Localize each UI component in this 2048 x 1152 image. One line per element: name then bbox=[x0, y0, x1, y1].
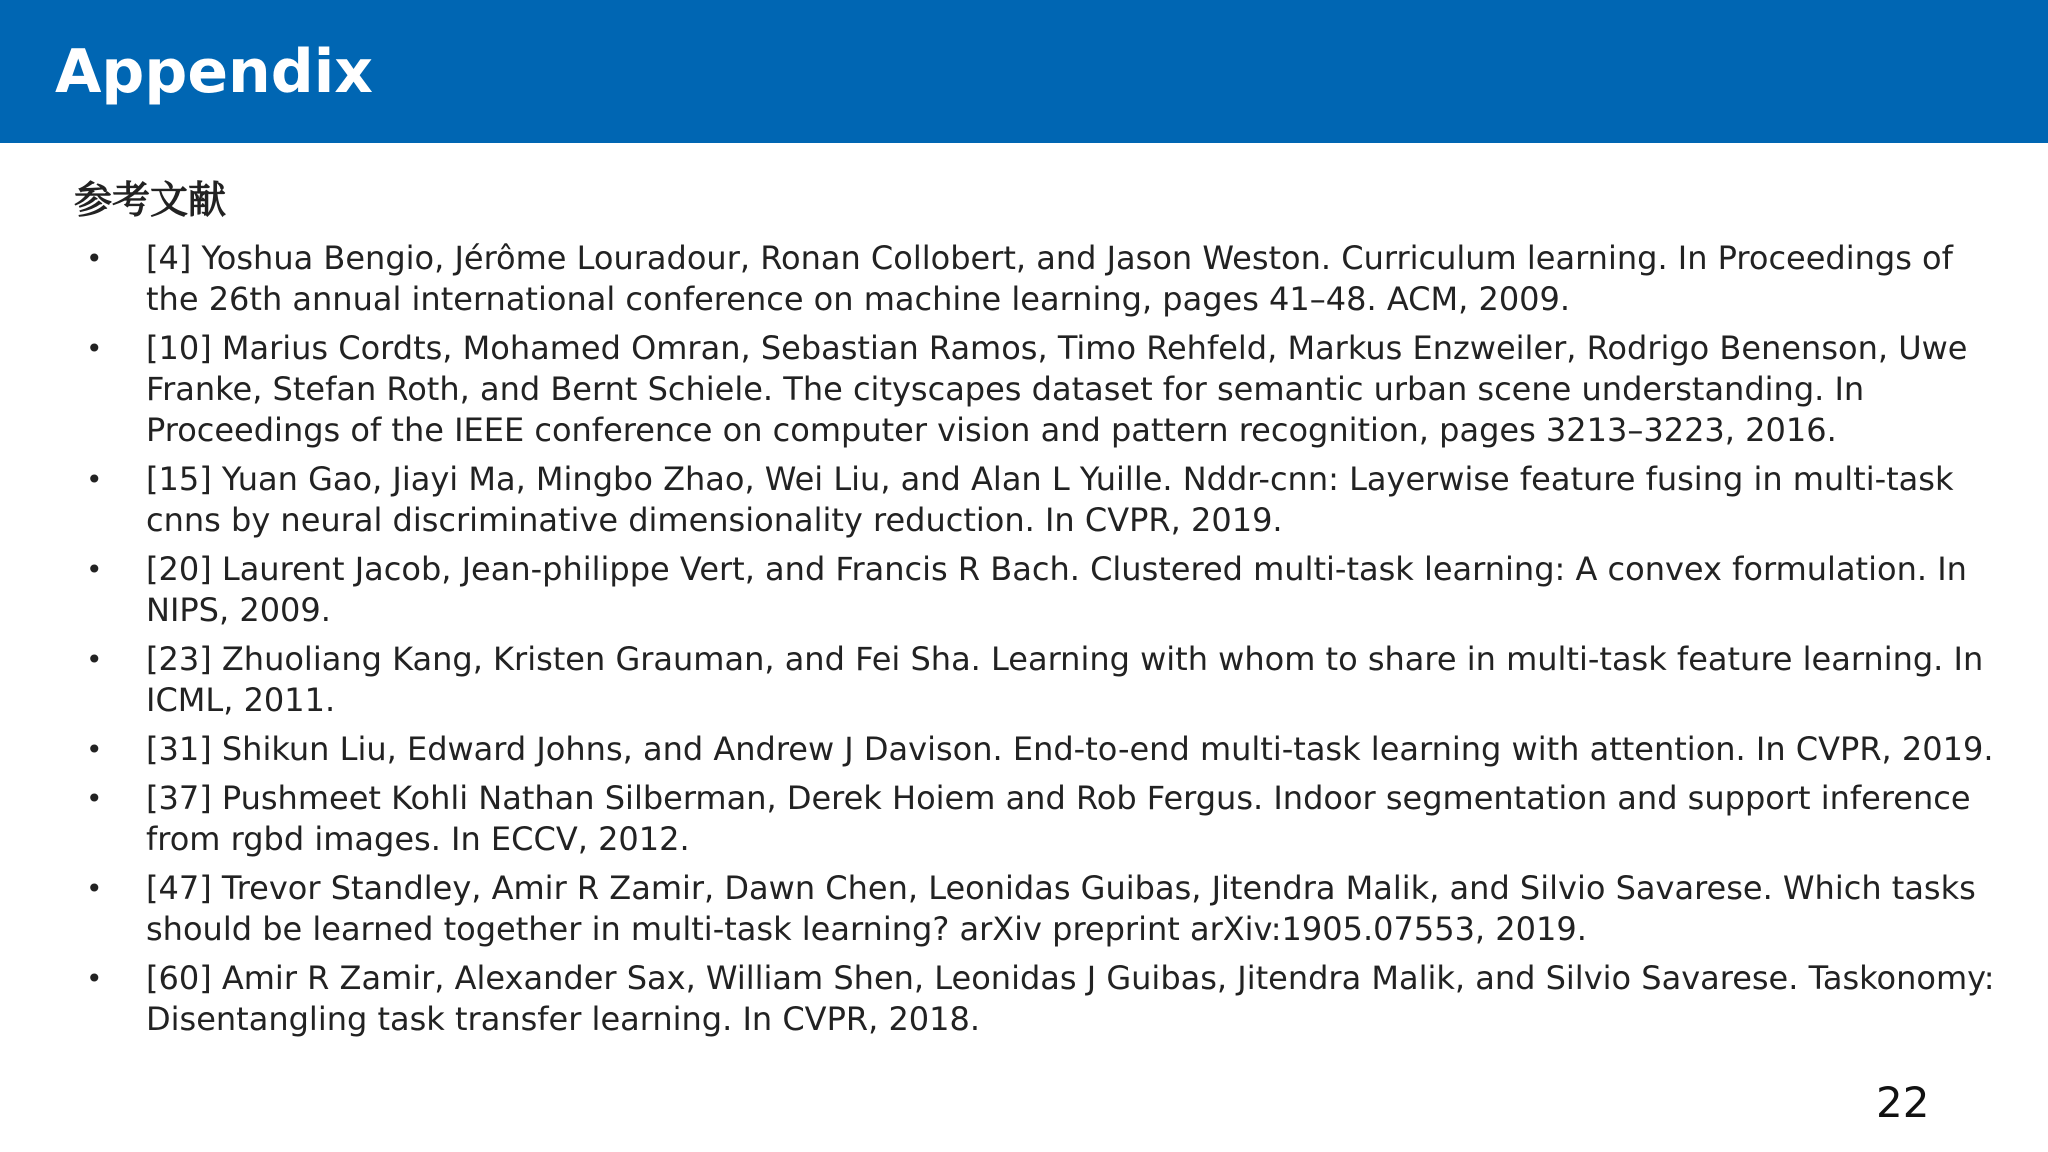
reference-text: [47] Trevor Standley, Amir R Zamir, Dawn Chen, Leonidas Guibas, Jitendra Malik, and Silvio Savarese. Which tasks should be learned together in multi-task learning? arXiv preprint arXiv:1905.07553, 2019. bbox=[146, 869, 1976, 948]
bullet-icon: • bbox=[86, 332, 103, 365]
reference-item bbox=[0, 639, 1996, 721]
reference-text: [20] Laurent Jacob, Jean-philippe Vert, and Francis R Bach. Clustered multi-task learning: A convex formulation. In NIPS, 2009. bbox=[146, 550, 1967, 629]
reference-text: [4] Yoshua Bengio, Jérôme Louradour, Ronan Collobert, and Jason Weston. Curriculum learning. In Proceedings of the 26th annual international conference on machine learning, pages 41–48. ACM, 2009. bbox=[146, 239, 1953, 318]
reference-item bbox=[0, 778, 1996, 860]
reference-item bbox=[0, 238, 1996, 320]
header-bar bbox=[0, 0, 2048, 143]
reference-text: [15] Yuan Gao, Jiayi Ma, Mingbo Zhao, Wei Liu, and Alan L Yuille. Nddr-cnn: Layerwise feature fusing in multi-task cnns by neural discriminative dimensionality reduction. In CVPR, 2019. bbox=[146, 460, 1954, 539]
bullet-icon: • bbox=[86, 872, 103, 905]
bullet-icon: • bbox=[86, 463, 103, 496]
reference-text: [10] Marius Cordts, Mohamed Omran, Sebastian Ramos, Timo Rehfeld, Markus Enzweiler, Rodrigo Benenson, Uwe Franke, Stefan Roth, and Bernt Schiele. The cityscapes dataset for semantic urban scene understanding. In Proceedings of the IEEE conference on computer vision and pattern recognition, pages 3213–3223, 2016. bbox=[146, 329, 1968, 449]
reference-item bbox=[0, 868, 1996, 950]
reference-text: [23] Zhuoliang Kang, Kristen Grauman, and Fei Sha. Learning with whom to share in multi-task feature learning. In ICML, 2011. bbox=[146, 640, 1984, 719]
reference-item bbox=[0, 328, 1996, 451]
reference-item bbox=[0, 729, 1996, 770]
reference-text: [60] Amir R Zamir, Alexander Sax, William Shen, Leonidas J Guibas, Jitendra Malik, and Silvio Savarese. Taskonomy: Disentangling task transfer learning. In CVPR, 2018. bbox=[146, 959, 1995, 1038]
bullet-icon: • bbox=[86, 733, 103, 766]
reference-item bbox=[0, 549, 1996, 631]
references-heading: 参考文献 bbox=[74, 178, 227, 222]
page-title: Appendix bbox=[55, 37, 373, 107]
bullet-icon: • bbox=[86, 643, 103, 676]
reference-text: [37] Pushmeet Kohli Nathan Silberman, Derek Hoiem and Rob Fergus. Indoor segmentation and support inference from rgbd images. In ECCV, 2012. bbox=[146, 779, 1971, 858]
bullet-icon: • bbox=[86, 782, 103, 815]
reference-list bbox=[0, 238, 2000, 1048]
bullet-icon: • bbox=[86, 242, 103, 275]
page-number: 22 bbox=[1876, 1078, 1930, 1127]
bullet-icon: • bbox=[86, 553, 103, 586]
reference-item bbox=[0, 958, 1996, 1040]
reference-text: [31] Shikun Liu, Edward Johns, and Andrew J Davison. End-to-end multi-task learning with attention. In CVPR, 2019. bbox=[146, 730, 1994, 768]
bullet-icon: • bbox=[86, 962, 103, 995]
reference-item bbox=[0, 459, 1996, 541]
